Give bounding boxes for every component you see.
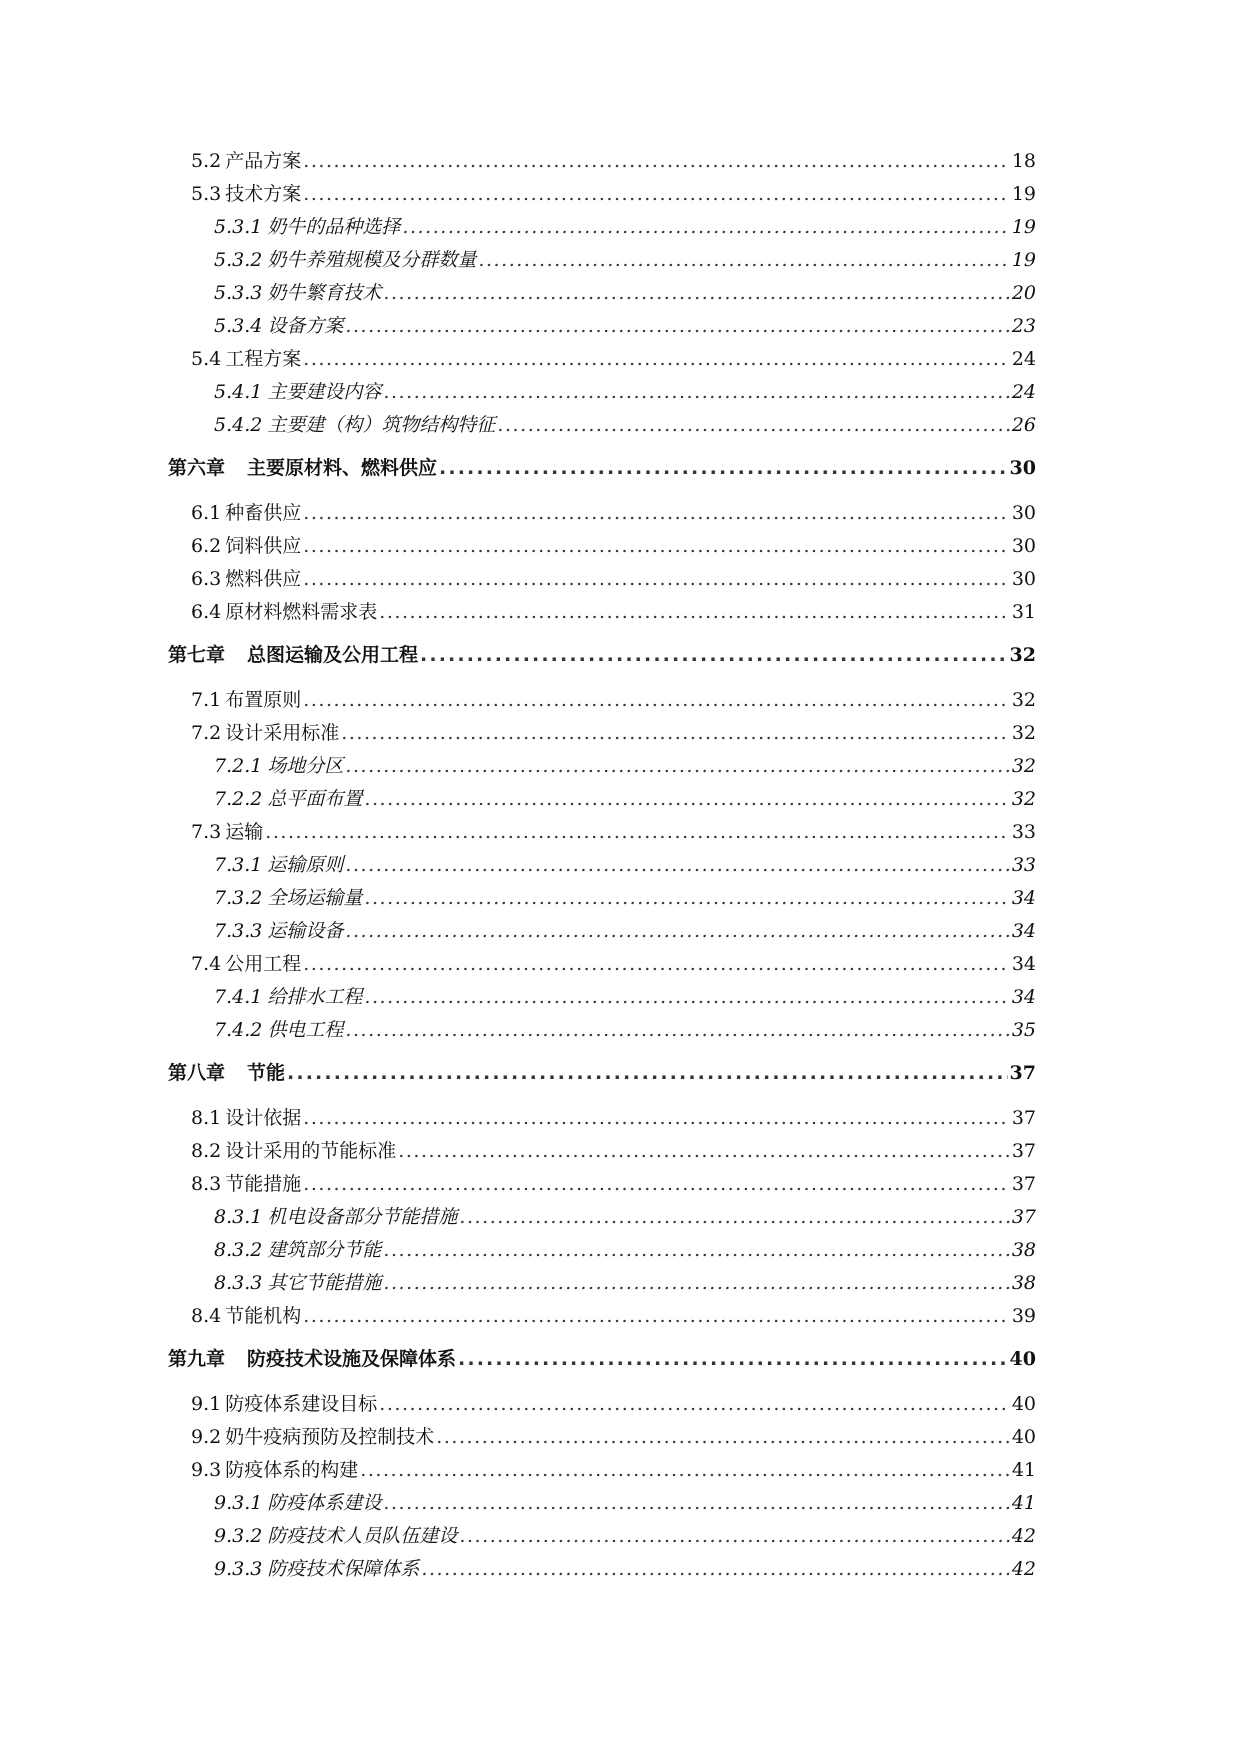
toc-entry-number: 5.4 [191,348,222,370]
toc-subsection-entry[interactable] [214,251,1036,284]
toc-entry-title: 防疫技术设施及保障体系 [247,1348,457,1370]
toc-entry-label [214,988,362,1007]
toc-entry-label [191,1428,434,1447]
toc-section-entry[interactable] [191,1142,1036,1175]
dot-leader [383,284,1009,303]
toc-entry-title: 燃料供应 [225,568,302,590]
toc-entry-title: 防疫技术保障体系 [267,1558,420,1580]
dot-leader [478,251,1009,270]
toc-entry-page-number: 19 [1011,216,1036,238]
toc-entry-title: 原材料燃料需求表 [225,601,378,623]
toc-subsection-entry[interactable] [214,889,1036,922]
toc-entry-label [168,1064,285,1083]
toc-entry-page-number: 34 [1011,953,1036,975]
toc-subsection-entry[interactable] [214,218,1036,251]
dot-leader [421,1560,1009,1579]
toc-entry-page-number: 30 [1011,568,1036,590]
toc-entry-page-number: 24 [1011,348,1036,370]
toc-section-entry[interactable] [191,1461,1036,1494]
toc-entry-number: 5.3.3 [214,282,263,304]
dot-leader [458,1350,1008,1369]
toc-subsection-entry[interactable] [214,1208,1036,1241]
toc-entry-title: 设计采用标准 [225,722,340,744]
toc-entry-label [191,1109,301,1128]
toc-entry-number: 6.4 [191,601,222,623]
toc-entry-number: 9.1 [191,1393,222,1415]
toc-entry-label [214,856,343,875]
toc-entry-page-number: 37 [1011,1206,1036,1228]
toc-subsection-entry[interactable] [214,383,1036,416]
dot-leader [379,1395,1010,1414]
dot-leader [265,823,1010,842]
toc-entry-title: 总图运输及公用工程 [247,644,419,666]
toc-entry-page-number: 40 [1011,1426,1036,1448]
toc-entry-number: 7.3 [191,821,222,843]
toc-entry-page-number: 37 [1009,1062,1036,1084]
dot-leader [303,955,1010,974]
toc-entry-title: 防疫体系建设目标 [225,1393,378,1415]
dot-leader [345,922,1009,941]
dot-leader [341,724,1010,743]
toc-entry-title: 全场运输量 [267,887,363,909]
toc-entry-label [214,1208,457,1227]
toc-entry-page-number: 38 [1011,1239,1036,1261]
toc-entry-title: 奶牛的品种选择 [267,216,401,238]
toc-entry-page-number: 20 [1011,282,1036,304]
toc-entry-label [191,603,377,622]
toc-entry-title: 技术方案 [225,183,302,205]
toc-entry-label [214,416,495,435]
toc-entry-title: 奶牛养殖规模及分群数量 [267,249,477,271]
dot-leader [459,1527,1009,1546]
toc-entry-label [191,1142,396,1161]
toc-entry-title: 节能 [247,1062,286,1084]
toc-entry-number: 8.3 [191,1173,222,1195]
dot-leader [364,889,1009,908]
toc-entry-page-number: 34 [1011,986,1036,1008]
toc-entry-label [214,383,381,402]
dot-leader [303,1307,1010,1326]
dot-leader [303,350,1010,369]
toc-entry-number: 6.2 [191,535,222,557]
toc-entry-label [191,1175,301,1194]
toc-section-entry[interactable] [191,504,1036,537]
toc-entry-title: 设备方案 [267,315,344,337]
dot-leader [303,537,1010,556]
toc-entry-title: 防疫体系的构建 [225,1459,359,1481]
toc-entry-page-number: 30 [1011,502,1036,524]
dot-leader [303,1109,1010,1128]
toc-entry-number: 7.2.1 [214,755,263,777]
toc-entry-label [191,185,301,204]
toc-entry-title: 节能措施 [225,1173,302,1195]
toc-entry-page-number: 23 [1011,315,1036,337]
toc-entry-number: 9.3.3 [214,1558,263,1580]
toc-entry-label [214,317,343,336]
dot-leader [459,1208,1009,1227]
toc-section-entry[interactable] [191,603,1036,636]
toc-chapter-entry[interactable] [168,459,1036,492]
toc-subsection-entry[interactable] [214,317,1036,350]
toc-entry-number: 5.2 [191,150,222,172]
toc-entry-label [214,1527,457,1546]
toc-entry-page-number: 35 [1011,1019,1036,1041]
toc-entry-page-number: 26 [1011,414,1036,436]
toc-entry-page-number: 39 [1011,1305,1036,1327]
dot-leader [303,1175,1010,1194]
toc-subsection-entry[interactable] [214,1241,1036,1274]
toc-entry-number: 8.1 [191,1107,222,1129]
dot-leader [303,185,1010,204]
toc-entry-number: 6.1 [191,502,222,524]
dot-leader [364,988,1009,1007]
toc-entry-title: 公用工程 [225,953,302,975]
toc-entry-number: 第九章 [168,1348,226,1370]
toc-section-entry[interactable] [191,691,1036,724]
toc-entry-page-number: 30 [1011,535,1036,557]
toc-entry-title: 节能机构 [225,1305,302,1327]
toc-entry-label [214,922,343,941]
dot-leader [360,1461,1010,1480]
dot-leader [303,691,1010,710]
toc-entry-number: 7.1 [191,689,222,711]
toc-entry-label [191,570,301,589]
toc-entry-page-number: 18 [1011,150,1036,172]
toc-entry-number: 5.3.2 [214,249,263,271]
toc-entry-label [191,537,301,556]
toc-entry-number: 8.3.3 [214,1272,263,1294]
toc-entry-title: 奶牛疫病预防及控制技术 [225,1426,435,1448]
dot-leader [345,1021,1009,1040]
dot-leader [402,218,1009,237]
toc-entry-label [214,790,362,809]
toc-subsection-entry[interactable] [214,856,1036,889]
toc-entry-title: 防疫技术人员队伍建设 [267,1525,458,1547]
toc-subsection-entry[interactable] [214,1560,1036,1593]
toc-entry-number: 7.3.2 [214,887,263,909]
toc-entry-label [214,1241,381,1260]
toc-entry-title: 产品方案 [225,150,302,172]
toc-entry-label [214,1274,381,1293]
dot-leader [497,416,1009,435]
toc-section-entry[interactable] [191,1109,1036,1142]
toc-entry-title: 工程方案 [225,348,302,370]
dot-leader [439,459,1008,478]
toc-entry-label [214,1021,343,1040]
toc-entry-page-number: 37 [1011,1107,1036,1129]
dot-leader [398,1142,1010,1161]
toc-section-entry[interactable] [191,1307,1036,1340]
toc-entry-label [168,646,418,665]
toc-entry-number: 第六章 [168,457,226,479]
dot-leader [303,152,1010,171]
toc-chapter-entry[interactable] [168,1064,1036,1097]
toc-subsection-entry[interactable] [214,757,1036,790]
toc-entry-page-number: 38 [1011,1272,1036,1294]
toc-entry-number: 第八章 [168,1062,226,1084]
toc-entry-label [214,251,476,270]
toc-entry-number: 5.4.2 [214,414,263,436]
dot-leader [379,603,1010,622]
toc-entry-number: 7.4.1 [214,986,263,1008]
toc-entry-page-number: 41 [1011,1459,1036,1481]
toc-entry-page-number: 33 [1011,821,1036,843]
toc-entry-title: 建筑部分节能 [267,1239,382,1261]
toc-entry-label [191,724,339,743]
toc-subsection-entry[interactable] [214,284,1036,317]
toc-entry-label [191,504,301,523]
toc-entry-page-number: 32 [1009,644,1036,666]
toc-entry-title: 给排水工程 [267,986,363,1008]
dot-leader [345,856,1009,875]
toc-entry-label [214,889,362,908]
dot-leader [364,790,1009,809]
toc-entry-label [214,218,400,237]
toc-entry-number: 8.4 [191,1305,222,1327]
toc-subsection-entry[interactable] [214,1021,1036,1054]
toc-entry-page-number: 41 [1011,1492,1036,1514]
toc-entry-title: 奶牛繁育技术 [267,282,382,304]
dot-leader [383,1274,1009,1293]
toc-entry-label [214,1560,419,1579]
toc-entry-title: 主要原材料、燃料供应 [247,457,438,479]
toc-entry-title: 运输设备 [267,920,344,942]
toc-entry-title: 其它节能措施 [267,1272,382,1294]
dot-leader [303,504,1010,523]
toc-section-entry[interactable] [191,1428,1036,1461]
dot-leader [383,1494,1009,1513]
toc-subsection-entry[interactable] [214,416,1036,449]
toc-entry-number: 5.3.1 [214,216,263,238]
toc-entry-page-number: 32 [1011,722,1036,744]
toc-entry-number: 7.4 [191,953,222,975]
toc-entry-page-number: 37 [1011,1140,1036,1162]
toc-entry-page-number: 32 [1011,689,1036,711]
toc-entry-title: 设计采用的节能标准 [225,1140,397,1162]
toc-entry-page-number: 32 [1011,788,1036,810]
toc-entry-title: 供电工程 [267,1019,344,1041]
toc-entry-title: 布置原则 [225,689,302,711]
toc-entry-number: 7.3.3 [214,920,263,942]
toc-entry-page-number: 19 [1011,183,1036,205]
toc-entry-title: 种畜供应 [225,502,302,524]
dot-leader [287,1064,1008,1083]
toc-entry-number: 5.3 [191,183,222,205]
toc-entry-label [191,1307,301,1326]
toc-entry-page-number: 32 [1011,755,1036,777]
toc-section-entry[interactable] [191,1175,1036,1208]
toc-subsection-entry[interactable] [214,988,1036,1021]
toc-entry-page-number: 33 [1011,854,1036,876]
toc-entry-number: 5.3.4 [214,315,263,337]
toc-entry-page-number: 37 [1011,1173,1036,1195]
toc-entry-number: 5.4.1 [214,381,263,403]
toc-entry-title: 防疫体系建设 [267,1492,382,1514]
dot-leader [345,757,1009,776]
toc-entry-title: 饲料供应 [225,535,302,557]
toc-entry-page-number: 30 [1009,457,1036,479]
dot-leader [303,570,1010,589]
toc-entry-label [191,691,301,710]
toc-entry-label [191,1395,377,1414]
toc-entry-number: 9.3.2 [214,1525,263,1547]
toc-entry-title: 主要建设内容 [267,381,382,403]
toc-entry-number: 7.2.2 [214,788,263,810]
toc-entry-page-number: 42 [1011,1558,1036,1580]
toc-subsection-entry[interactable] [214,1527,1036,1560]
dot-leader [345,317,1009,336]
toc-entry-title: 总平面布置 [267,788,363,810]
toc-section-entry[interactable] [191,1395,1036,1428]
toc-entry-number: 8.3.2 [214,1239,263,1261]
toc-entry-title: 运输 [225,821,264,843]
dot-leader [420,646,1008,665]
toc-entry-number: 第七章 [168,644,226,666]
toc-section-entry[interactable] [191,570,1036,603]
toc-entry-label [168,459,437,478]
toc-entry-page-number: 42 [1011,1525,1036,1547]
toc-entry-label [191,1461,358,1480]
toc-subsection-entry[interactable] [214,790,1036,823]
dot-leader [383,383,1009,402]
toc-section-entry[interactable] [191,724,1036,757]
toc-entry-label [214,284,381,303]
toc-entry-label [168,1350,456,1369]
toc-entry-label [191,152,301,171]
toc-entry-page-number: 34 [1011,887,1036,909]
toc-entry-page-number: 31 [1011,601,1036,623]
dot-leader [383,1241,1009,1260]
dot-leader [436,1428,1010,1447]
toc-entry-label [191,823,263,842]
toc-entry-page-number: 19 [1011,249,1036,271]
toc-chapter-entry[interactable] [168,1350,1036,1383]
toc-entry-label [191,955,301,974]
toc-entry-title: 场地分区 [267,755,344,777]
toc-entry-title: 主要建（构）筑物结构特征 [267,414,496,436]
toc-subsection-entry[interactable] [214,1494,1036,1527]
toc-entry-page-number: 40 [1011,1393,1036,1415]
toc-entry-number: 9.3.1 [214,1492,263,1514]
toc-section-entry[interactable] [191,350,1036,383]
toc-entry-page-number: 24 [1011,381,1036,403]
toc-section-entry[interactable] [191,152,1036,185]
table-of-contents [168,152,1036,1593]
toc-entry-number: 6.3 [191,568,222,590]
toc-entry-number: 7.3.1 [214,854,263,876]
toc-section-entry[interactable] [191,823,1036,856]
toc-subsection-entry[interactable] [214,1274,1036,1307]
toc-entry-number: 8.3.1 [214,1206,263,1228]
toc-entry-label [214,1494,381,1513]
toc-entry-number: 9.2 [191,1426,222,1448]
toc-subsection-entry[interactable] [214,922,1036,955]
toc-section-entry[interactable] [191,537,1036,570]
toc-section-entry[interactable] [191,185,1036,218]
toc-entry-number: 9.3 [191,1459,222,1481]
toc-entry-page-number: 34 [1011,920,1036,942]
toc-entry-number: 7.2 [191,722,222,744]
toc-entry-title: 机电设备部分节能措施 [267,1206,458,1228]
toc-chapter-entry[interactable] [168,646,1036,679]
toc-entry-label [191,350,301,369]
toc-entry-number: 8.2 [191,1140,222,1162]
toc-entry-number: 7.4.2 [214,1019,263,1041]
toc-entry-page-number: 40 [1009,1348,1036,1370]
toc-section-entry[interactable] [191,955,1036,988]
toc-entry-title: 运输原则 [267,854,344,876]
toc-entry-label [214,757,343,776]
toc-entry-title: 设计依据 [225,1107,302,1129]
